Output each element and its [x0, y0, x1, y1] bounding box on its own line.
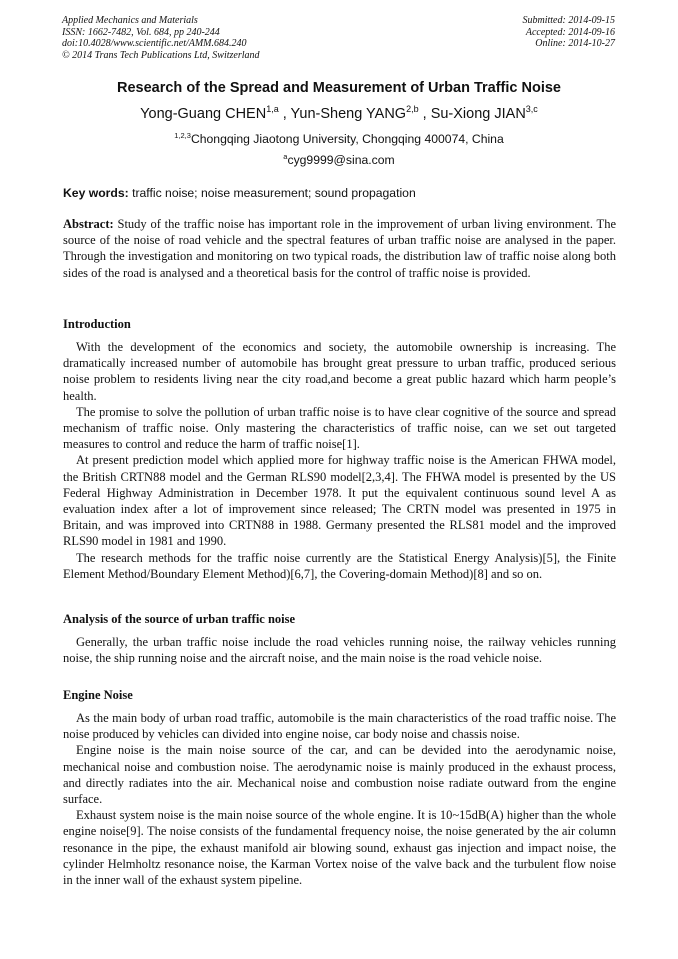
- email-text[interactable]: cyg9999@sina.com: [287, 153, 395, 168]
- keywords-label: Key words:: [63, 186, 129, 200]
- author-name: Yong-Guang CHEN: [140, 105, 267, 122]
- section-heading-engine-noise: Engine Noise: [63, 688, 133, 702]
- affiliation-text: Chongqing Jiaotong University, Chongqing 400074, China: [190, 132, 504, 147]
- submission-dates: [523, 15, 616, 50]
- journal-name: Applied Mechanics and Materials: [62, 15, 198, 26]
- abstract-label: Abstract:: [63, 217, 114, 231]
- paper-title: Research of the Spread and Measurement of Urban Traffic Noise: [117, 80, 561, 96]
- accepted-date: Accepted: 2014-09-16: [525, 26, 615, 38]
- journal-copyright: © 2014 Trans Tech Publications Ltd, Switzerland: [62, 49, 260, 61]
- paragraph: With the development of the economics and society, the automobile ownership is increasing. The dramatically increased number of automobile has brought great pressure to urban traffic, produced serious noise problem to residents living near the city road,and become a great public hazard which harm people’s health.: [63, 340, 616, 403]
- author-name: Su-Xiong JIAN: [430, 105, 526, 122]
- author-sup: 1,a: [266, 104, 279, 114]
- paragraph: The promise to solve the pollution of urban traffic noise is to have clear cognitive of the source and spread mechanism of traffic noise. Only mastering the characteristics of traffic noise, can we set out targeted measures to control and reduce the harm of traffic noise[1].: [63, 404, 616, 452]
- author-sup: 2,b: [406, 104, 419, 114]
- email-sup: a: [283, 152, 288, 161]
- author-sep: ,: [418, 105, 431, 122]
- email: [0, 152, 678, 167]
- paragraph: Generally, the urban traffic noise include the road vehicles running noise, the railway vehicles running noise, the ship running noise and the aircraft noise, and the main noise is the road vehicle noise.: [63, 635, 616, 666]
- keywords: [63, 186, 615, 200]
- journal-doi: doi:10.4028/www.scientific.net/AMM.684.240: [62, 38, 247, 50]
- engine-noise-body: [63, 710, 616, 888]
- author-sup: 3,c: [525, 104, 538, 114]
- introduction-body: [63, 339, 616, 582]
- keywords-text: traffic noise; noise measurement; sound propagation: [128, 186, 416, 200]
- section-heading-introduction: Introduction: [63, 317, 131, 331]
- analysis-body: [63, 634, 616, 666]
- paragraph: Engine noise is the main noise source of the car, and can be devided into the aerodynamic noise, mechanical noise and combustion noise. The aerodynamic noise is mainly produced in the exhaust process, and directly radiates into the air. Mechanical noise and combustion noise radiate outward from the engine surface.: [63, 743, 616, 807]
- section-heading-analysis: Analysis of the source of urban traffic noise: [63, 612, 296, 626]
- journal-header: [62, 15, 260, 61]
- author-name: Yun-Sheng YANG: [290, 105, 407, 122]
- online-date: Online: 2014-10-27: [535, 38, 615, 50]
- submitted-date: Submitted: 2014-09-15: [522, 15, 615, 26]
- abstract-text: Study of the traffic noise has important role in the improvement of urban living environment. The source of the noise of road vehicle and the spectral features of urban traffic noise are analysed in the paper. Through the investigation and monitoring on two typical roads, the distribution law of traffic noise along both sides of the road is analysed and a theoretical basis for the control of traffic noise is provided.: [63, 217, 616, 280]
- paragraph: Exhaust system noise is the main noise source of the whole engine. It is 10~15dB(A) higher than the whole engine noise[9]. The noise consists of the fundamental frequency noise, the noise generated by the air column resonance in the pipe, the exhaust manifold air blowing sound, exhaust gas injection and impact noise, the cylinder Helmholtz resonance noise, the Karman Vortex noise of the valve back and the turbulent flow noise in the inner wall of the exhaust system pipeline.: [63, 808, 616, 888]
- abstract-paragraph: [63, 216, 616, 281]
- affiliation: [0, 131, 678, 146]
- paragraph: At present prediction model which applied more for highway traffic noise is the American FHWA model, the British CRTN88 model and the German RLS90 model[2,3,4]. The FHWA model is presented by the US Federal Highway Administration in December 1978. It put the equivalent continuous sound level A as evaluation index after a lot of improvement since released; The CRTN model was presented in 1975 in Britain, and was improved into CRTN88 in 1988. Germany presented the RLS81 model and the improved RLS90 model in 1981 and 1990.: [63, 453, 616, 549]
- author-sep: ,: [278, 105, 291, 122]
- abstract: [63, 216, 616, 281]
- paragraph: As the main body of urban road traffic, automobile is the main characteristics of the road traffic noise. The noise produced by vehicles can divided into engine noise, car body noise and chassis noise.: [63, 711, 616, 742]
- author-list: [0, 104, 678, 122]
- affiliation-sup: 1,2,3: [174, 131, 191, 140]
- paragraph: The research methods for the traffic noise currently are the Statistical Energy Analysis)[5], the Finite Element Method/Boundary Element Method)[6,7], the Covering-domain Method)[8] and so on.: [63, 550, 616, 581]
- journal-issn: ISSN: 1662-7482, Vol. 684, pp 240-244: [62, 26, 220, 38]
